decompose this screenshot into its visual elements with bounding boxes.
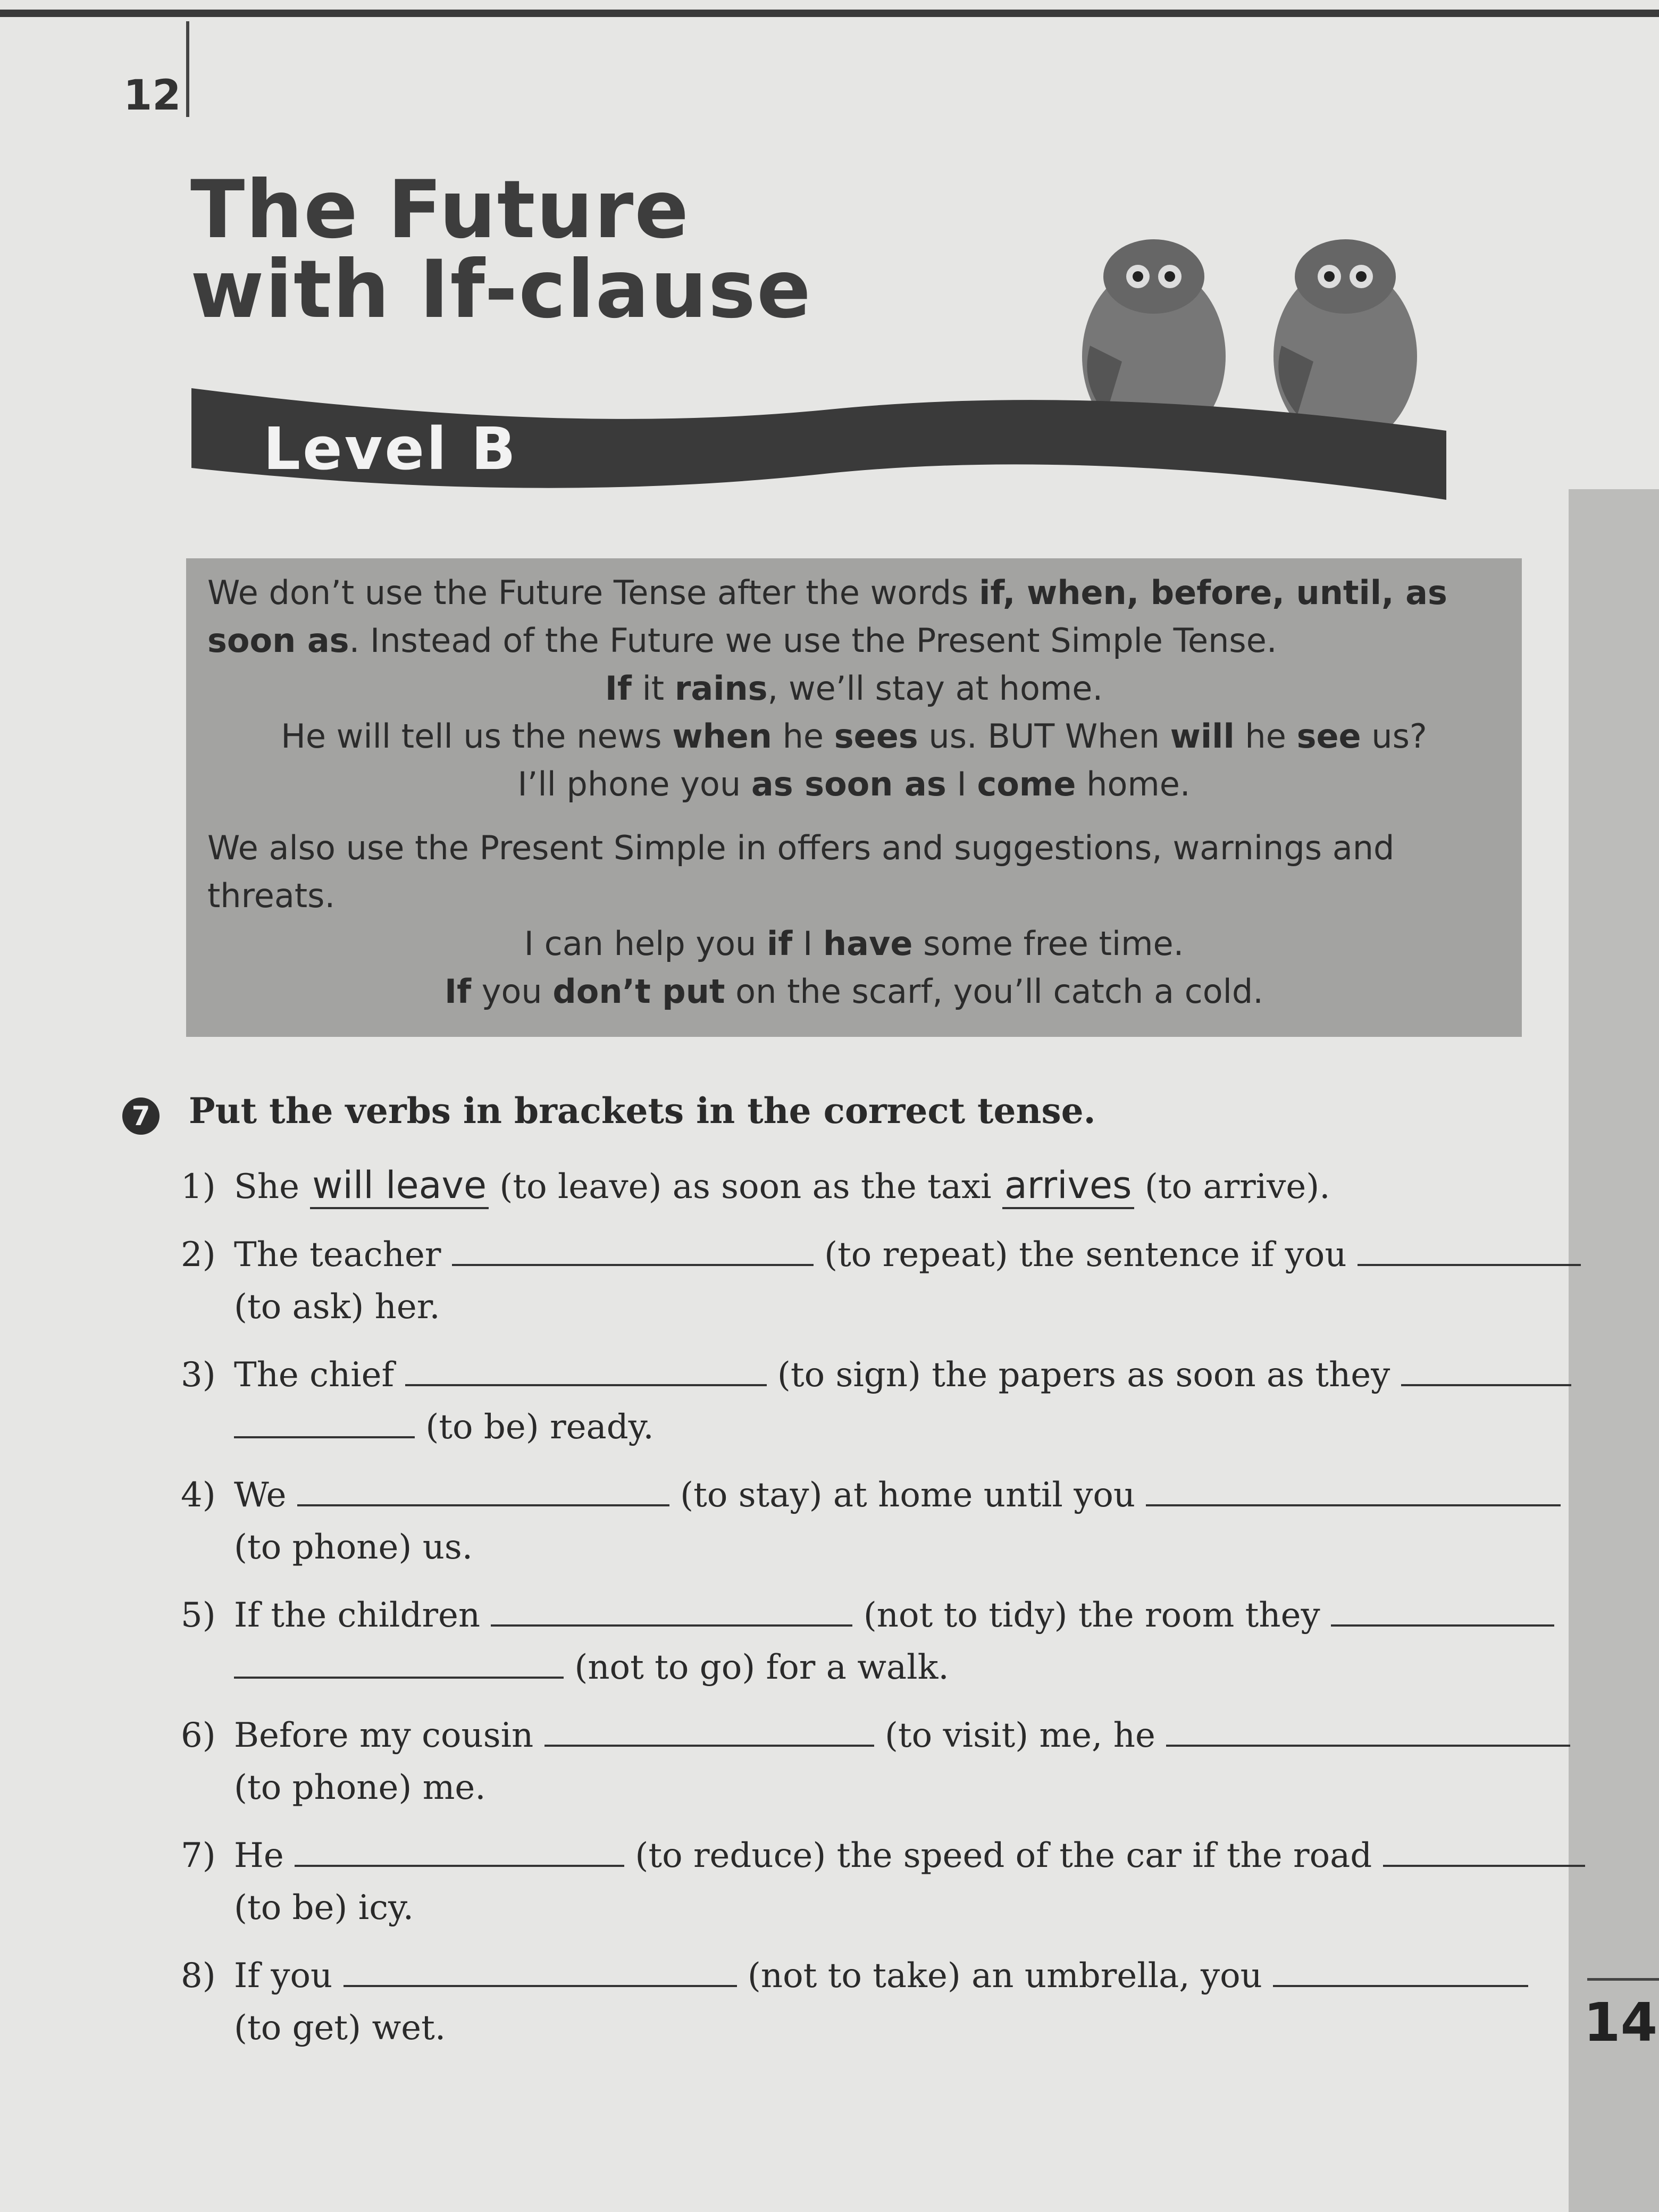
item-number: 7) <box>181 1836 216 1875</box>
item-text: (not to tidy) the room they <box>852 1596 1331 1635</box>
answer-blank[interactable] <box>234 1404 415 1438</box>
item-text: If you <box>234 1956 343 1996</box>
text: us? <box>1361 717 1427 756</box>
answer-blank[interactable] <box>1146 1472 1561 1506</box>
item-text: Before my cousin <box>234 1716 544 1755</box>
side-page-number: 14 <box>1583 1991 1658 2054</box>
item-text: (to repeat) the sentence if you <box>813 1235 1358 1275</box>
item-number: 3) <box>181 1355 216 1395</box>
page-title <box>190 164 812 336</box>
exercise-item-6 <box>181 1710 1542 1814</box>
item-number: 5) <box>181 1596 216 1635</box>
item-text: (to arrive). <box>1134 1167 1330 1206</box>
keyword: will <box>1170 717 1235 756</box>
answer-blank[interactable] <box>405 1352 767 1386</box>
rule-example-3 <box>207 760 1501 808</box>
answer-blank[interactable] <box>544 1713 874 1747</box>
answer-blank[interactable] <box>343 1953 737 1987</box>
keyword: see <box>1296 717 1361 756</box>
item-text: (to sign) the papers as soon as they <box>766 1355 1401 1395</box>
item-text: He <box>234 1836 295 1875</box>
rule-paragraph-2: We also use the Present Simple in offers and suggestions, warnings and threats. <box>207 828 1395 915</box>
answer-blank[interactable] <box>1166 1713 1570 1747</box>
text: us. BUT When <box>918 717 1170 756</box>
item-continuation: (to be) ready. <box>415 1407 654 1447</box>
level-label: Level B <box>263 415 518 483</box>
rule-example-1 <box>207 665 1501 713</box>
item-text: The chief <box>234 1355 405 1395</box>
exercise-item-3 <box>181 1349 1542 1453</box>
rule-text: We don’t use the Future Tense after the words <box>207 573 979 612</box>
exercise-instruction: Put the verbs in brackets in the correct tense. <box>189 1090 1096 1132</box>
page-number-rule <box>186 21 189 117</box>
title-line-1: The Future <box>190 164 690 256</box>
item-text: (to visit) me, he <box>874 1716 1167 1755</box>
top-rule <box>0 10 1659 17</box>
exercise-item-5 <box>181 1589 1542 1694</box>
text: he <box>772 717 834 756</box>
text: he <box>1234 717 1297 756</box>
item-number: 4) <box>181 1476 216 1515</box>
text: some free time. <box>912 924 1184 963</box>
text: you <box>471 972 553 1011</box>
item-number: 2) <box>181 1235 216 1275</box>
answer-blank[interactable] <box>1273 1953 1528 1987</box>
item-text: The teacher <box>234 1235 452 1275</box>
exercise-item-1 <box>181 1159 1542 1213</box>
item-text: (to reduce) the speed of the car if the road <box>624 1836 1383 1875</box>
keyword: rains <box>674 669 768 708</box>
text: I <box>946 765 977 803</box>
text: home. <box>1076 765 1191 803</box>
item-number: 1) <box>181 1167 216 1206</box>
keyword: sees <box>834 717 918 756</box>
keyword: if <box>767 924 793 963</box>
answer-blank[interactable] <box>1383 1833 1585 1867</box>
item-continuation: (to phone) us. <box>234 1528 473 1567</box>
answer-blank[interactable] <box>297 1472 669 1506</box>
item-text: (to stay) at home until you <box>669 1476 1146 1515</box>
text: I can help you <box>524 924 767 963</box>
keyword: as soon as <box>751 765 946 803</box>
side-page-rule <box>1587 1978 1659 1981</box>
text: , we’ll stay at home. <box>767 669 1103 708</box>
next-page-strip <box>1569 489 1659 2212</box>
answer-blank[interactable] <box>491 1593 852 1627</box>
text: it <box>631 669 675 708</box>
item-text: (not to take) an umbrella, you <box>736 1956 1273 1996</box>
grammar-rule-box <box>186 558 1522 1037</box>
page-number: 12 <box>123 72 181 120</box>
exercise-items <box>181 1159 1542 2070</box>
item-continuation: (to get) wet. <box>234 2008 446 2048</box>
keyword: when <box>672 717 772 756</box>
rule-example-5 <box>207 968 1501 1016</box>
spacer <box>207 808 1501 824</box>
item-continuation: (not to go) for a walk. <box>564 1648 949 1687</box>
answer-blank[interactable] <box>234 1645 564 1679</box>
answer-blank[interactable] <box>1358 1232 1581 1266</box>
answer-blank[interactable] <box>1401 1352 1571 1386</box>
item-text: (to leave) as soon as the taxi <box>489 1167 1002 1206</box>
keyword: If <box>605 669 632 708</box>
rule-example-4 <box>207 920 1501 968</box>
item-text: She <box>234 1167 311 1206</box>
item-number: 8) <box>181 1956 216 1996</box>
item-continuation: (to be) icy. <box>234 1888 414 1928</box>
item-number: 6) <box>181 1716 216 1755</box>
item-continuation: (to phone) me. <box>234 1768 486 1807</box>
rule-paragraph-1 <box>207 569 1501 665</box>
exercise-item-7 <box>181 1830 1542 1934</box>
text: I <box>792 924 823 963</box>
keyword: come <box>977 765 1076 803</box>
exercise-item-8 <box>181 1950 1542 2054</box>
text: He will tell us the news <box>281 717 673 756</box>
exercise-item-4 <box>181 1469 1542 1573</box>
answer-blank[interactable] <box>452 1232 814 1266</box>
rule-keywords: if, when, before, until, as soon as <box>207 573 1447 660</box>
rule-text: . Instead of the Future we use the Present Simple Tense. <box>349 621 1277 660</box>
item-text: We <box>234 1476 297 1515</box>
keyword: If <box>445 972 472 1011</box>
text: I’ll phone you <box>517 765 751 803</box>
item-continuation: (to ask) her. <box>234 1287 440 1327</box>
text: on the scarf, you’ll catch a cold. <box>725 972 1263 1011</box>
keyword: don’t put <box>552 972 725 1011</box>
item-text: If the children <box>234 1596 491 1635</box>
rule-example-2 <box>207 713 1501 760</box>
answer-blank[interactable] <box>295 1833 624 1867</box>
answer-blank[interactable] <box>1331 1593 1554 1627</box>
title-line-2: with If-clause <box>190 244 812 336</box>
handwritten-answer-1[interactable]: will leave <box>310 1163 489 1209</box>
keyword: have <box>823 924 913 963</box>
handwritten-answer-2[interactable]: arrives <box>1002 1163 1134 1209</box>
exercise-item-2 <box>181 1229 1542 1333</box>
exercise-number-badge: 7 <box>122 1097 160 1135</box>
